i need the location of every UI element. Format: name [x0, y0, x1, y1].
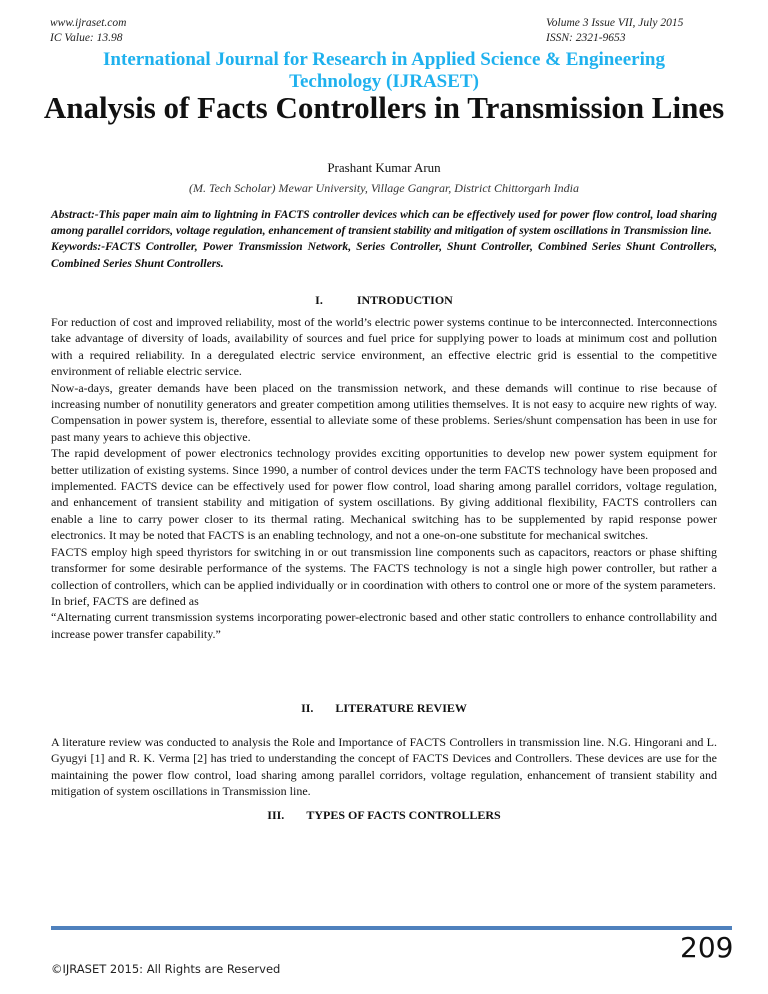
definition-quote: “Alternating current transmission systems incorporating power-electronic based and other static controllers to enhance controllability and increase power transfer capability.”: [51, 610, 717, 641]
section-title: LITERATURE REVIEW: [335, 701, 467, 715]
keywords-text: Keywords:-FACTS Controller, Power Transmission Network, Series Controller, Shunt Controller, Combined Series Shunt Controllers, Combined Series Shunt Controllers.: [51, 240, 717, 270]
paragraph: Now-a-days, greater demands have been placed on the transmission network, and these demands will continue to rise because of increasing number of nonutility generators and greater competition among utilities themselves. It is not easy to acquire new rights of way. Compensation in power system is, therefore, essential to alleviate some of these problems. Series/shunt compensation has been in use for past many years to achieve this objective.: [51, 380, 717, 444]
section-number: III.: [267, 808, 285, 822]
author-name: Prashant Kumar Arun: [327, 160, 441, 175]
section-title: TYPES OF FACTS CONTROLLERS: [306, 808, 501, 822]
abstract-block: [51, 207, 717, 272]
literature-review-body: [51, 734, 717, 800]
journal-name-line2: Technology (IJRASET): [289, 71, 479, 92]
abstract-text: Abstract:-This paper main aim to lightning in FACTS controller devices which can be effectively used for power flow control, load sharing among parallel corridors, voltage regulation, enhancement of transient stability and mitigation of system oscillations in Transmission line.: [51, 208, 717, 238]
introduction-body: [51, 314, 717, 642]
paragraph: A literature review was conducted to analysis the Role and Importance of FACTS Controllers in transmission line. N.G. Hingorani and L. Gyugyi [1] and R. K. Verma [2] has tried to understanding the concept of FACTS Devices and Controllers. These devices are use for the maintaining the power flow control, load sharing among parallel corridors, voltage regulation, enhancement of transient stability and mitigation of system oscillations in Transmission line.: [51, 735, 717, 799]
paper-title: Analysis of Facts Controllers in Transmission Lines: [43, 90, 725, 125]
paragraph: For reduction of cost and improved reliability, most of the world’s electric power systems continue to be interconnected. Interconnections take advantage of diversity of loads, availability of sources and fuel price for supplying power to loads at minimum cost and pollution with a required reliability. In a deregulated electric service environment, an effective electric grid is essential to the competitive environment of reliable electric service.: [51, 315, 717, 379]
header-right: [546, 16, 683, 46]
footer-rule: [51, 926, 732, 930]
copyright-notice: ©IJRASET 2015: All Rights are Reserved: [51, 962, 281, 976]
paragraph: The rapid development of power electronics technology provides exciting opportunities to develop new power system equipment for better utilization of existing systems. Since 1990, a number of control devices under the term FACTS technology have been proposed and implemented. FACTS device can be effectively used for power flow control, load sharing among parallel corridors, voltage regulation, and enhancement of transient stability and mitigation of system oscillations. By giving additional flexibility, FACTS controllers can enable a line to carry power closer to its thermal rating. Mechanical switching has to be supplemented by rapid response power electronics. It may be noted that FACTS is an enabling technology, and not a one-on-one substitute for mechanical switches.: [51, 446, 717, 543]
page-number: 209: [680, 931, 734, 964]
paragraph: In brief, FACTS are defined as: [51, 593, 199, 608]
journal-name: [60, 49, 708, 93]
section-title: INTRODUCTION: [356, 293, 453, 307]
section-heading-introduction: [0, 292, 768, 308]
section-number: II.: [301, 701, 314, 715]
journal-name-line1: International Journal for Research in Applied Science & Engineering: [103, 49, 665, 70]
issn: ISSN: 2321-9653: [546, 32, 626, 44]
section-heading-literature-review: [0, 700, 768, 716]
volume-issue: Volume 3 Issue VII, July 2015: [546, 17, 684, 29]
ic-value: IC Value: 13.98: [50, 32, 123, 44]
author-affiliation: (M. Tech Scholar) Mewar University, Village Gangrar, District Chittorgarh India: [189, 181, 579, 195]
section-heading-types-of-facts-controllers: [0, 807, 768, 823]
header-left: [50, 16, 126, 46]
paragraph: FACTS employ high speed thyristors for switching in or out transmission line components such as capacitors, reactors or phase shifting transformer for some desirable performance of the systems. The FACTS technology is not a single high power controller, but rather a collection of controllers, which can be applied individually or in coordination with others to control one or more of the system parameters.: [51, 544, 717, 592]
section-number: I.: [315, 293, 323, 307]
journal-website: www.ijraset.com: [50, 17, 127, 29]
